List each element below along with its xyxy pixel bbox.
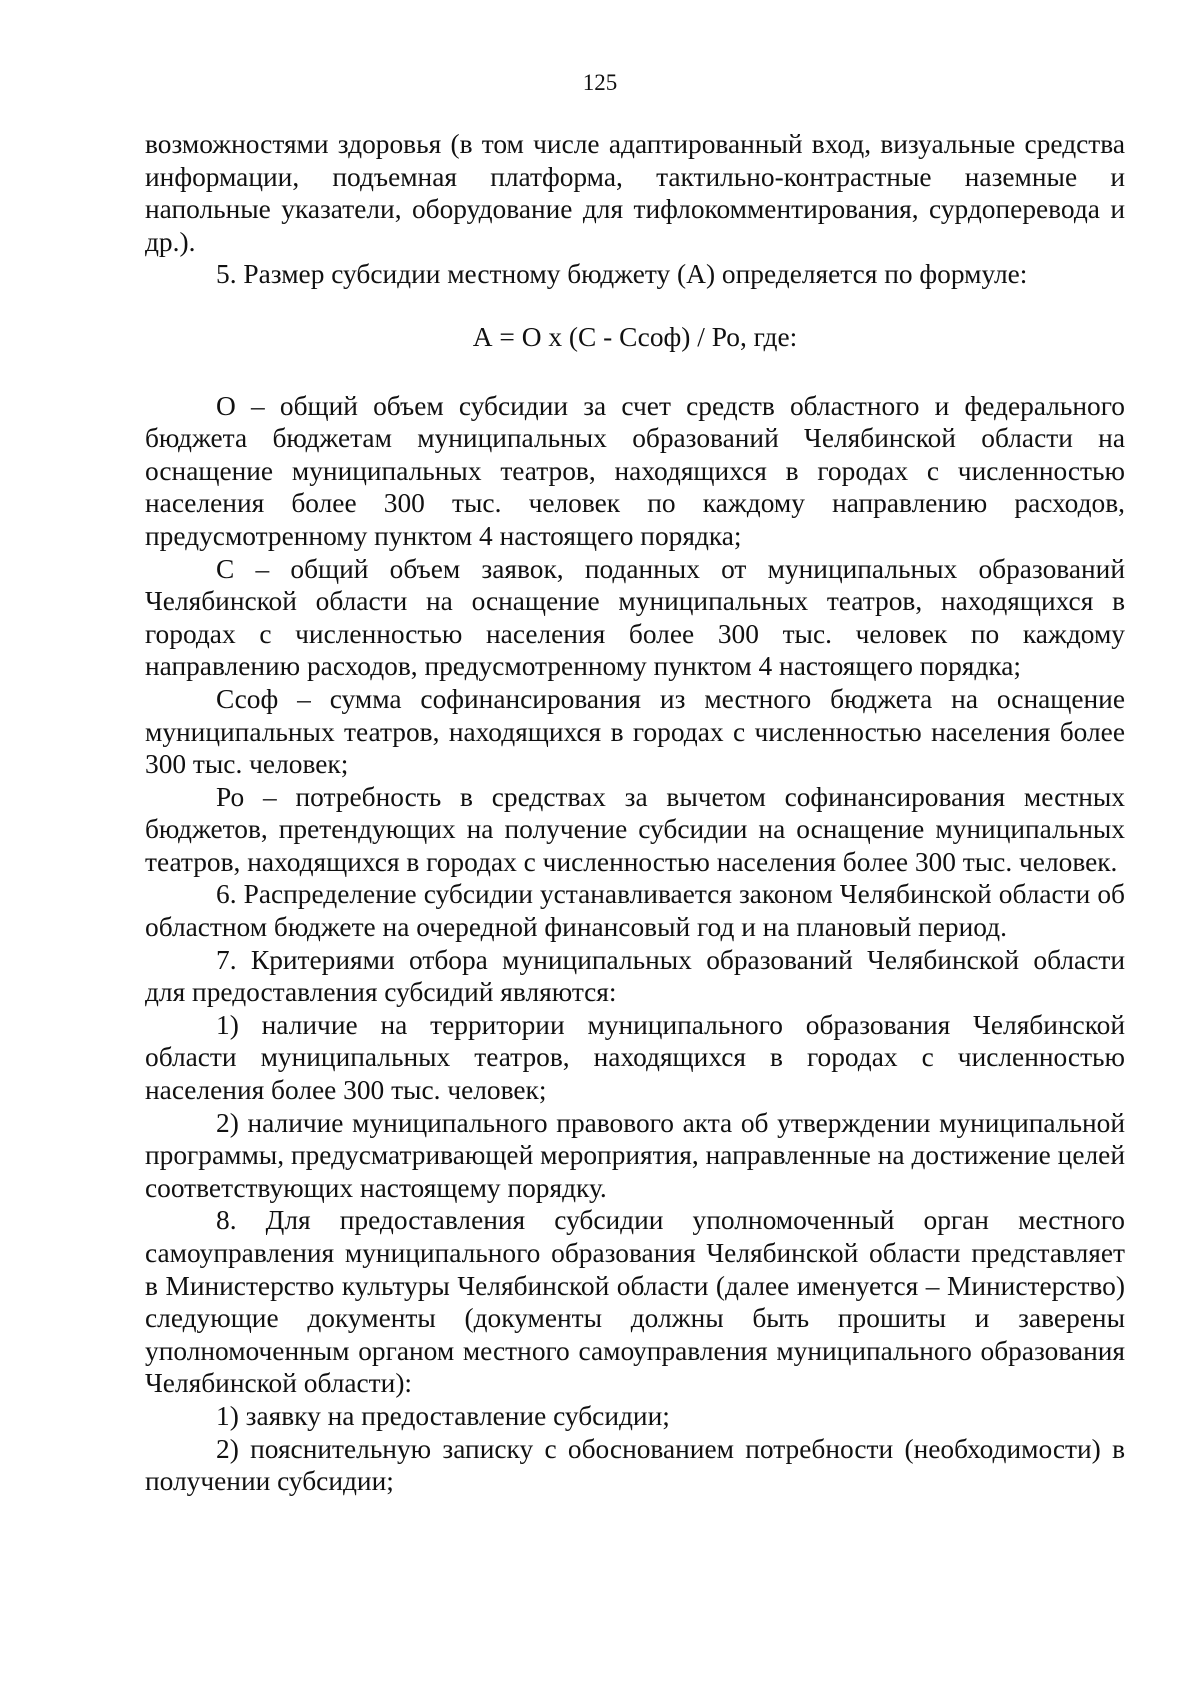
definition-c: С – общий объем заявок, поданных от муниципальных образований Челябинской области на оснащение муниципальных театров, находящихся в городах с численностью населения более 300 тыс. человек по каждому направлению расходов, предусмотренному пунктом 4 настоящего порядка; [145, 553, 1125, 682]
criterion-1: 1) наличие на территории муниципального образования Челябинской области муниципальных театров, находящихся в городах с численностью населения более 300 тыс. человек; [145, 1009, 1125, 1106]
subsidy-formula: А = О х (С - Ссоф) / Ро, где: [472, 321, 798, 352]
criterion-2: 2) наличие муниципального правового акта об утверждении муниципальной программы, предусматривающей мероприятия, направленные на достижение целей соответствующих настоящему порядку. [145, 1107, 1125, 1203]
page-number: 125 [582, 70, 618, 95]
paragraph-item-7: 7. Критериями отбора муниципальных образований Челябинской области для предоставления субсидий являются: [145, 944, 1125, 1008]
paragraph-item-6: 6. Распределение субсидии устанавливается законом Челябинской области об областном бюджете на очередной финансовый год и на плановый период. [145, 879, 1125, 943]
paragraph-item-5: 5. Размер субсидии местному бюджету (А) определяется по формуле: [216, 259, 1028, 290]
paragraph-continuation: возможностями здоровья (в том числе адаптированный вход, визуальные средства информации, подъемная платформа, тактильно-контрастные наземные и напольные указатели, оборудование для тифлокомментирования, сурдоперевода и др.). [145, 129, 1125, 257]
paragraph-item-8: 8. Для предоставления субсидии уполномоченный орган местного самоуправления муниципального образования Челябинской области представляет в Министерство культуры Челябинской области (далее именуется – Министерство) следующие документы (документы должны быть прошиты и заверены уполномоченным органом местного самоуправления муниципального образования Челябинской области): [145, 1205, 1125, 1399]
definition-ro: Ро – потребность в средствах за вычетом софинансирования местных бюджетов, претендующих на получение субсидии на оснащение муниципальных театров, находящихся в городах с численностью населения более 300 тыс. человек. [145, 781, 1125, 877]
document-body [145, 128, 1125, 1498]
definition-o: О – общий объем субсидии за счет средств областного и федерального бюджета бюджетам муниципальных образований Челябинской области на оснащение муниципальных театров, находящихся в городах с численностью населения более 300 тыс. человек по каждому направлению расходов, предусмотренному пунктом 4 настоящего порядка; [145, 390, 1125, 551]
document-list-item-2: 2) пояснительную записку с обоснованием потребности (необходимости) в получении субсидии; [145, 1433, 1125, 1497]
document-list-item-1: 1) заявку на предоставление субсидии; [216, 1400, 670, 1431]
definition-csof: Ссоф – сумма софинансирования из местного бюджета на оснащение муниципальных театров, находящихся в городах с численностью населения более 300 тыс. человек; [145, 683, 1125, 780]
